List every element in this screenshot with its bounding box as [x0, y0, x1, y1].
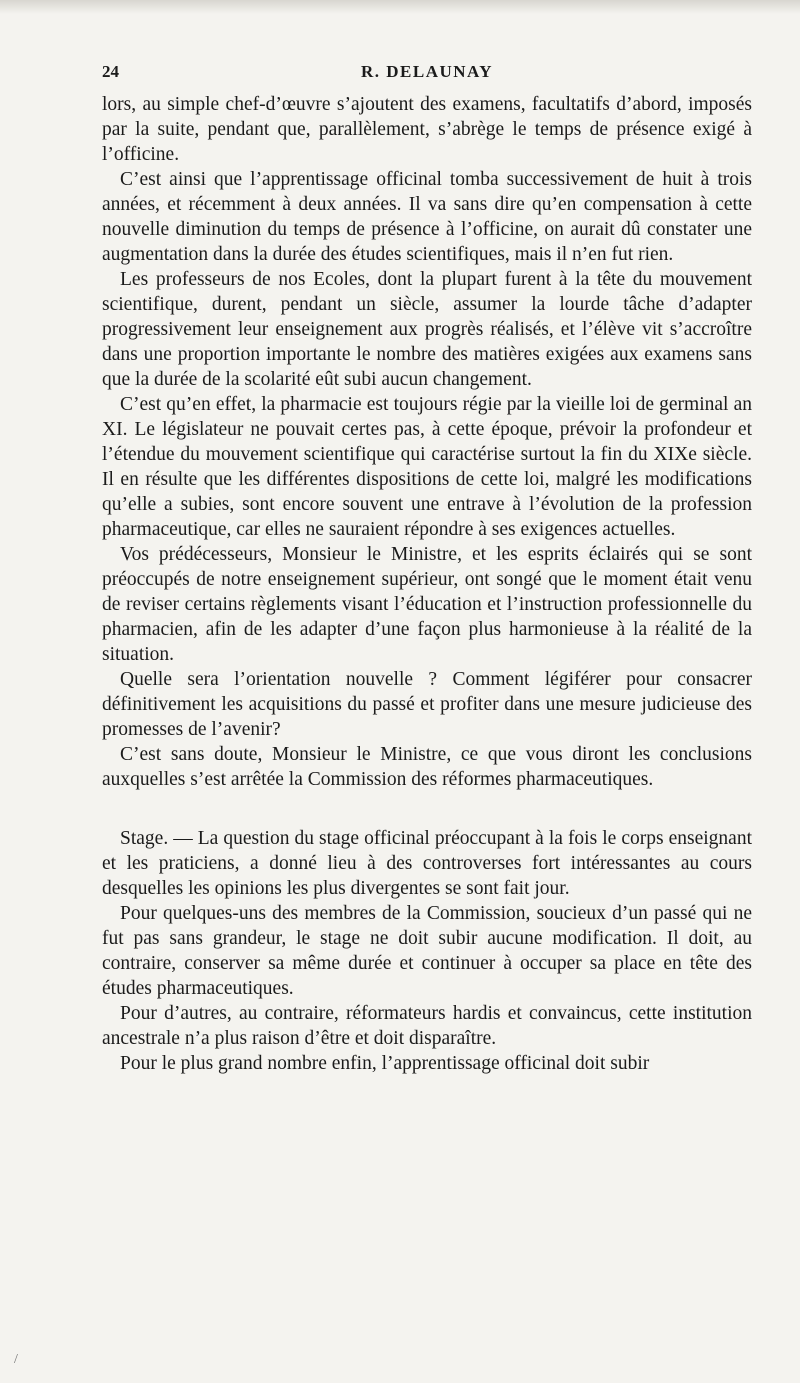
- paragraph-3: Les professeurs de nos Ecoles, dont la plupart furent à la tête du mouvement scientifique, durent, pendant un siècle, assumer la lourde tâche d’adapter progressivement leur enseignement aux progrès réalisés, et l’élève vit s’accroître dans une proportion importante le nombre des matières exigées aux examens sans que la durée de la scolarité eût subi aucun changement.: [102, 269, 752, 390]
- paragraph-2: C’est ainsi que l’apprentissage officinal tomba successivement de huit à trois années, et récemment à deux années. Il va sans dire qu’en compensation à cette nouvelle diminution du temps de présence à l’officine, on aurait dû constater une augmentation dans la durée des études scientifiques, mais il n’en fut rien.: [102, 169, 752, 265]
- paragraph-7: C’est sans doute, Monsieur le Ministre, ce que vous diront les conclusions auxquelles s’est arrêtée la Commission des réformes pharmaceutiques.: [102, 744, 752, 790]
- paragraph-4: C’est qu’en effet, la pharmacie est toujours régie par la vieille loi de germinal an XI. Le législateur ne pouvait certes pas, à cette époque, prévoir la profondeur et l’étendue du mouvement scientifique qui caractérise surtout la fin du XIXe siècle. Il en résulte que les différentes dispositions de cette loi, malgré les modifications qu’elle a subies, sont encore souvent une entrave à l’évolution de la profession pharmaceutique, car elles ne sauraient répondre à ses exigences actuelles.: [102, 394, 752, 540]
- running-head: [102, 58, 752, 86]
- paragraph-10: Pour d’autres, au contraire, réformateurs hardis et convaincus, cette institution ancestrale n’a plus raison d’être et doit disparaître.: [102, 1003, 752, 1049]
- paragraph-9: Pour quelques-uns des membres de la Commission, soucieux d’un passé qui ne fut pas sans grandeur, le stage ne doit subir aucune modification. Il doit, au contraire, conserver sa même durée et continuer à occuper sa place en tête des études pharmaceutiques.: [102, 903, 752, 999]
- page-number: 24: [102, 62, 119, 81]
- scan-mark: /: [14, 1352, 18, 1367]
- section-break: [102, 792, 752, 826]
- paragraph-1: lors, au simple chef-d’œuvre s’ajoutent des examens, facultatifs d’abord, imposés par la suite, pendant que, parallèlement, s’abrège le temps de présence exigé à l’officine.: [102, 94, 752, 165]
- running-head-author: R. DELAUNAY: [360, 62, 494, 81]
- paragraph-stage: Stage. — La question du stage officinal préoccupant à la fois le corps enseignant et les praticiens, a donné lieu à des controverses fort intéressantes au cours desquelles les opinions les plus divergentes se sont fait jour.: [102, 828, 752, 899]
- paragraph-6: Quelle sera l’orientation nouvelle ? Comment légiférer pour consacrer définitivement les acquisitions du passé et profiter dans une mesure judicieuse des promesses de l’avenir?: [102, 669, 752, 740]
- page-top-edge: [0, 0, 800, 14]
- book-page: [102, 58, 752, 1076]
- body-text: [102, 92, 752, 1076]
- paragraph-11: Pour le plus grand nombre enfin, l’apprentissage officinal doit subir: [120, 1053, 650, 1074]
- paragraph-5: Vos prédécesseurs, Monsieur le Ministre, et les esprits éclairés qui se sont préoccupés de notre enseignement supérieur, ont songé que le moment était venu de reviser certains règlements visant l’éducation et l’instruction professionnelle du pharmacien, afin de les adapter d’une façon plus harmonieuse à la réalité de la situation.: [102, 544, 752, 665]
